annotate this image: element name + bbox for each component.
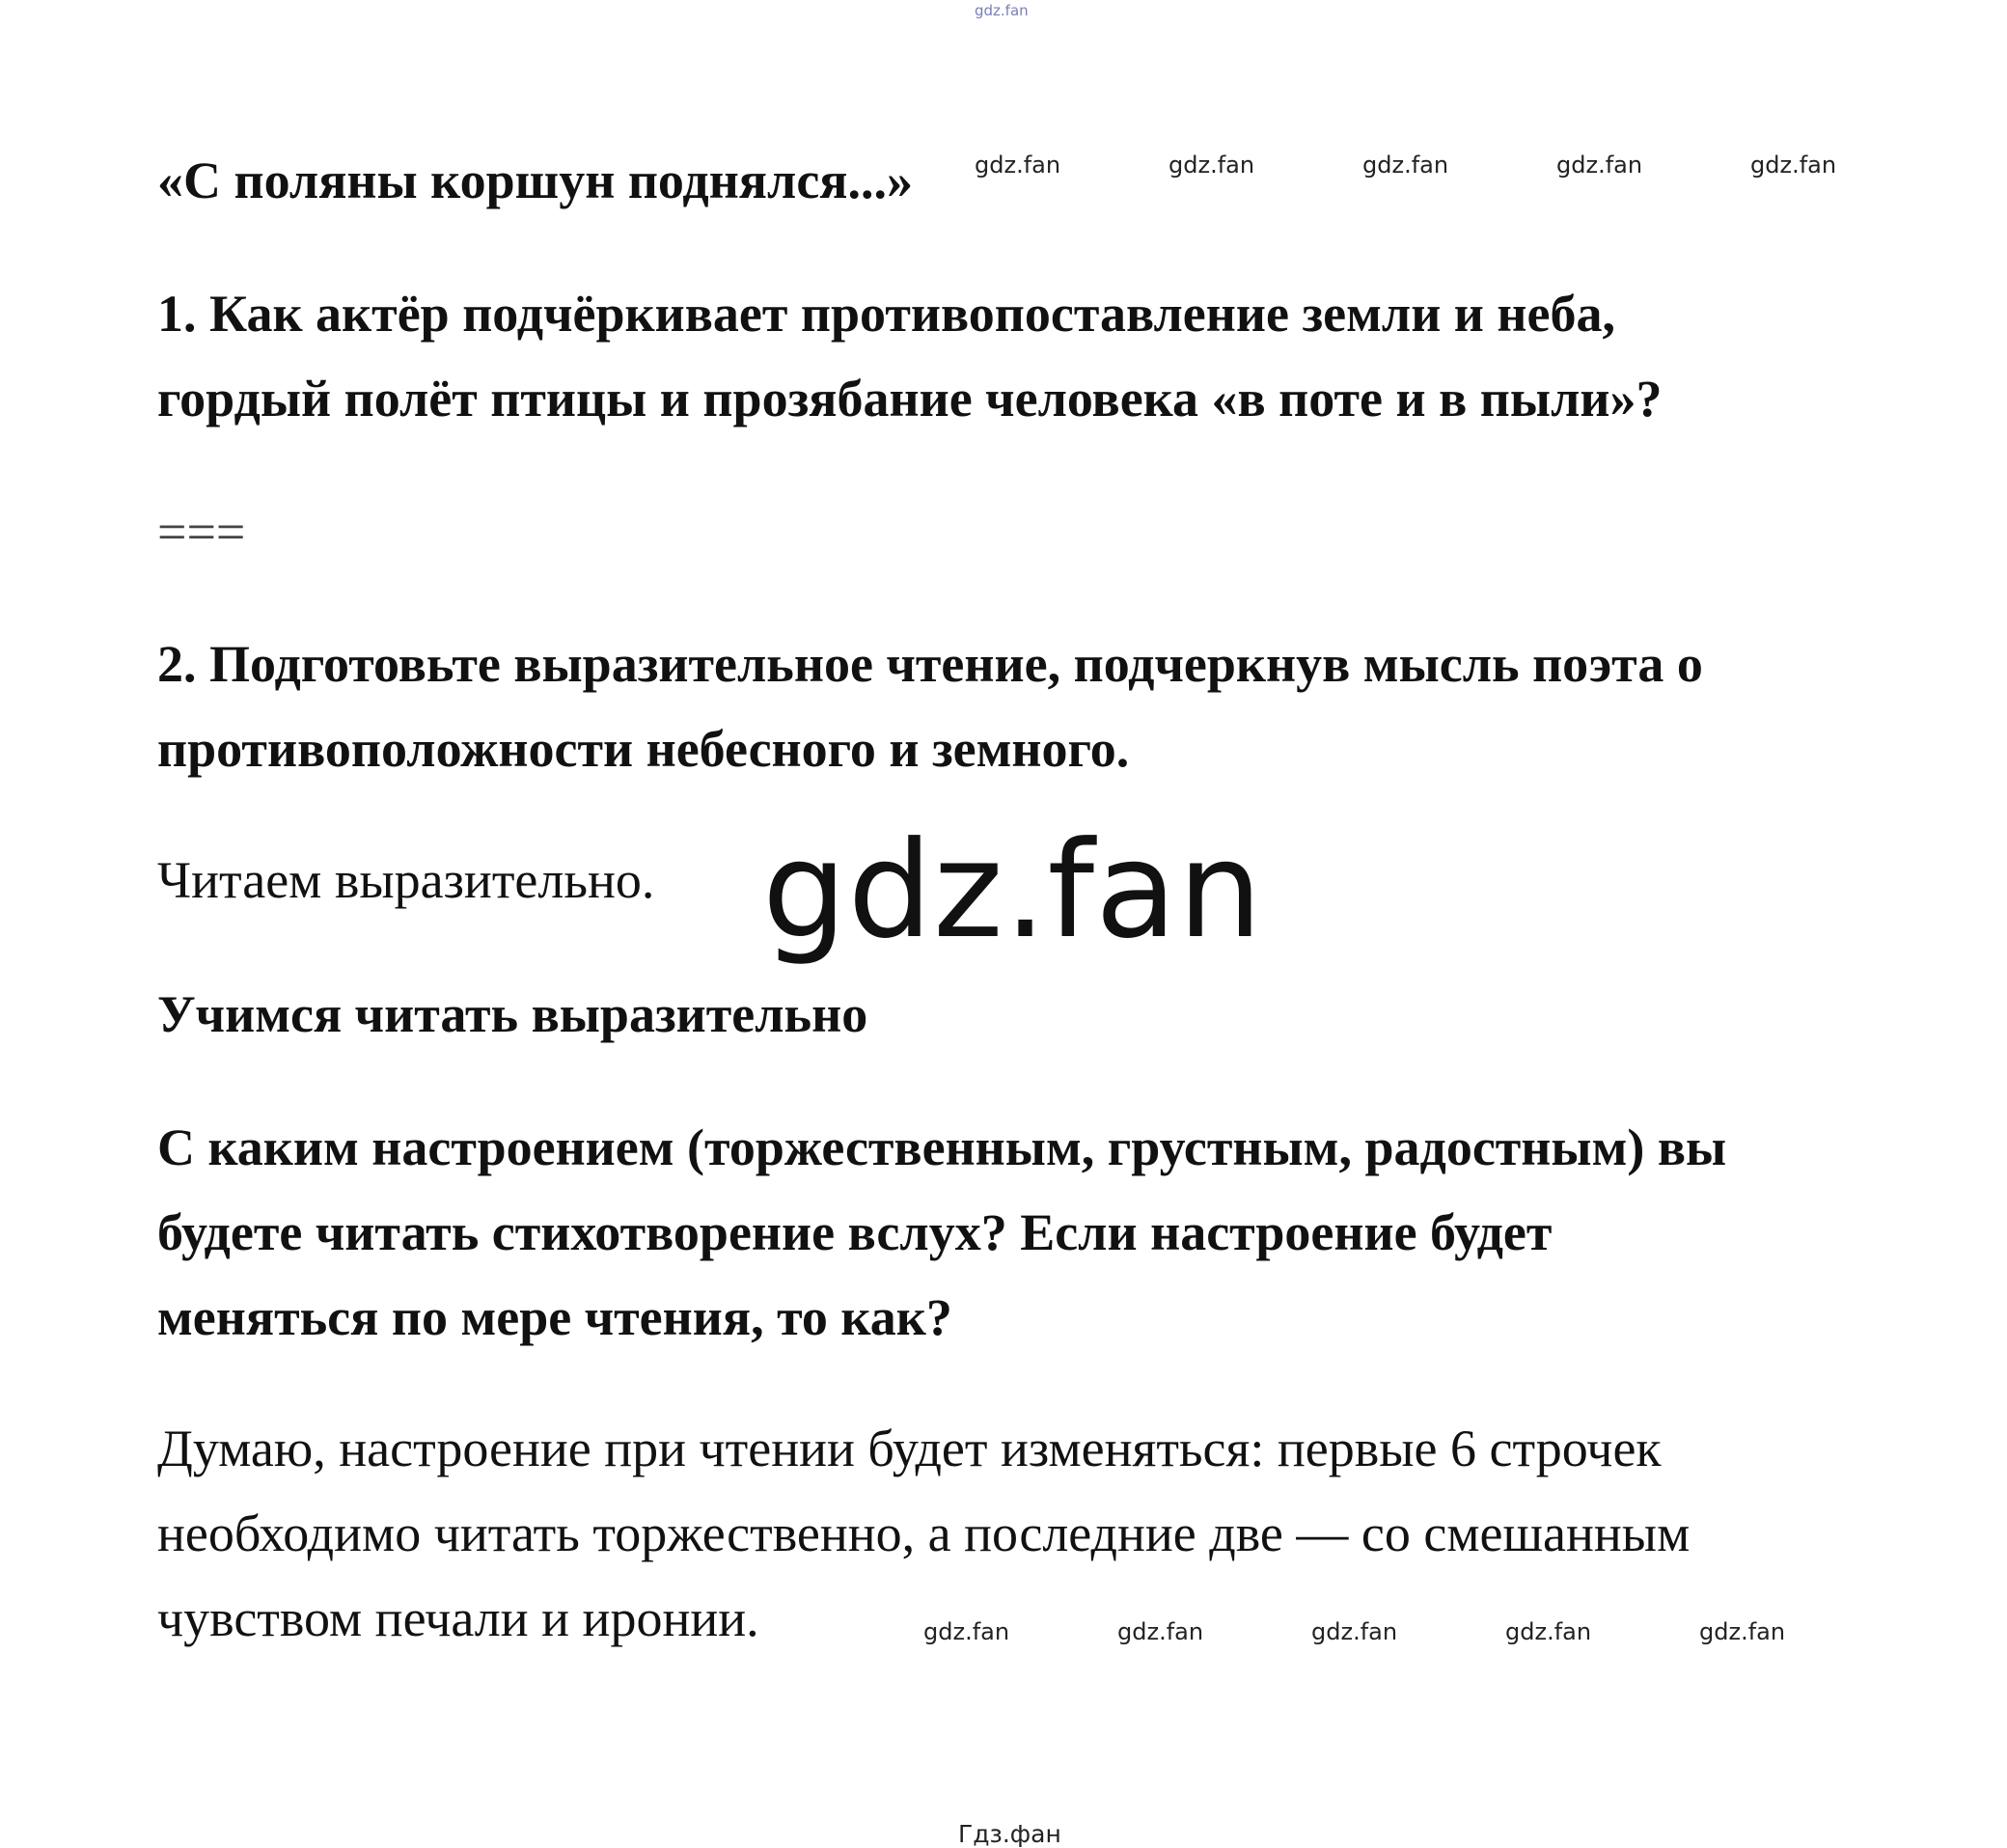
question-1-line-2: гордый полёт птицы и прозябание человека «в поте и в пыли»?: [157, 370, 1663, 428]
watermark-text: gdz.fan: [1168, 152, 1255, 179]
watermark-text: gdz.fan: [1311, 1618, 1398, 1645]
separator: ===: [157, 503, 246, 561]
watermark-text: gdz.fan: [1117, 1618, 1204, 1645]
watermark-text: gdz.fan: [1362, 152, 1449, 179]
section-heading: Учимся читать выразительно: [157, 985, 868, 1043]
poem-title: «С поляны коршун поднялся...»: [157, 152, 913, 209]
question-1-line-1: 1. Как актёр подчёркивает противопоставление земли и неба,: [157, 285, 1615, 343]
watermark-text: gdz.fan: [923, 1618, 1010, 1645]
watermark-large: gdz.fan: [762, 813, 1264, 968]
question-3-line-2: будете читать стихотворение вслух? Если настроение будет: [157, 1203, 1553, 1261]
question-3-line-3: меняться по мере чтения, то как?: [157, 1288, 952, 1346]
watermark-text: gdz.fan: [1505, 1618, 1592, 1645]
watermark-text: gdz.fan: [1556, 152, 1643, 179]
answer-3-line-3: чувством печали и иронии.: [157, 1589, 759, 1647]
answer-2: Читаем выразительно.: [157, 851, 655, 909]
answer-3-line-2: необходимо читать торжественно, а последние две — со смешанным: [157, 1504, 1691, 1562]
question-2-line-1: 2. Подготовьте выразительное чтение, подчеркнув мысль поэта о: [157, 635, 1703, 693]
top-watermark: gdz.fan: [975, 2, 1029, 19]
watermark-text: gdz.fan: [1699, 1618, 1786, 1645]
footer-site-name: Гдз.фан: [958, 1820, 1061, 1848]
question-2-line-2: противоположности небесного и земного.: [157, 720, 1130, 778]
watermark-text: gdz.fan: [1750, 152, 1837, 179]
watermark-text: gdz.fan: [975, 152, 1061, 179]
question-3-line-1: С каким настроением (торжественным, грустным, радостным) вы: [157, 1118, 1727, 1176]
answer-3-line-1: Думаю, настроение при чтении будет изменяться: первые 6 строчек: [157, 1420, 1662, 1477]
